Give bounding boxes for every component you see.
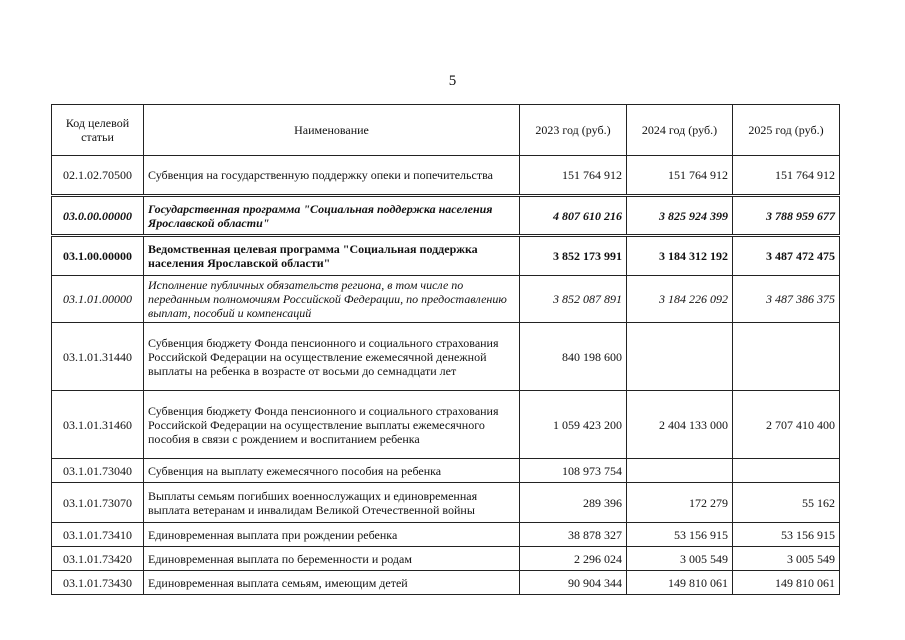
row-value-2023: 840 198 600 [520, 323, 627, 391]
table-body [52, 156, 840, 595]
row-value-2024: 3 184 312 192 [627, 236, 733, 276]
row-value-2023: 3 852 173 991 [520, 236, 627, 276]
row-value-2025: 151 764 912 [733, 156, 840, 196]
column-header-2023: 2023 год (руб.) [520, 105, 627, 156]
table-row [52, 236, 840, 276]
row-name-cell: Субвенция бюджету Фонда пенсионного и социального страхования Российской Федерации на осуществление ежемесячной денежной выплаты на ребенка в возрасте от восьми до семнадцати лет [144, 323, 520, 391]
column-header-code: Код целевой статьи [52, 105, 144, 156]
row-code-cell: 03.1.01.00000 [52, 276, 144, 323]
row-value-2024: 172 279 [627, 483, 733, 523]
column-header-2024: 2024 год (руб.) [627, 105, 733, 156]
row-value-2024: 149 810 061 [627, 571, 733, 595]
page-number: 5 [448, 73, 457, 89]
table-row [52, 523, 840, 547]
row-code-cell: 03.1.01.73410 [52, 523, 144, 547]
table-row [52, 196, 840, 236]
row-value-2025 [733, 323, 840, 391]
row-code-cell: 03.1.01.73070 [52, 483, 144, 523]
row-name-cell: Субвенция на выплату ежемесячного пособия на ребенка [144, 459, 520, 483]
table-row [52, 323, 840, 391]
table-row [52, 547, 840, 571]
row-value-2025: 2 707 410 400 [733, 391, 840, 459]
table-row [52, 483, 840, 523]
row-value-2024: 3 184 226 092 [627, 276, 733, 323]
row-value-2023: 289 396 [520, 483, 627, 523]
row-value-2025 [733, 459, 840, 483]
row-name-cell: Субвенция на государственную поддержку опеки и попечительства [144, 156, 520, 196]
row-code-cell: 03.1.01.73430 [52, 571, 144, 595]
row-name-cell: Субвенция бюджету Фонда пенсионного и социального страхования Российской Федерации на осуществление выплаты ежемесячного пособия в связи с рождением и воспитанием ребенка [144, 391, 520, 459]
row-code-cell: 03.1.01.31440 [52, 323, 144, 391]
row-name-cell: Исполнение публичных обязательств региона, в том числе по переданным полномочиям Российской Федерации, по предоставлению выплат, пособий и компенсаций [144, 276, 520, 323]
row-value-2024: 151 764 912 [627, 156, 733, 196]
row-name-cell: Единовременная выплата при рождении ребенка [144, 523, 520, 547]
column-header-name: Наименование [144, 105, 520, 156]
row-name-cell: Единовременная выплата семьям, имеющим детей [144, 571, 520, 595]
column-header-2025: 2025 год (руб.) [733, 105, 840, 156]
row-value-2023: 3 852 087 891 [520, 276, 627, 323]
row-value-2023: 2 296 024 [520, 547, 627, 571]
budget-table [51, 104, 840, 595]
row-value-2025: 3 487 386 375 [733, 276, 840, 323]
row-value-2025: 3 487 472 475 [733, 236, 840, 276]
row-value-2024: 53 156 915 [627, 523, 733, 547]
row-value-2025: 149 810 061 [733, 571, 840, 595]
row-name-cell: Выплаты семьям погибших военнослужащих и единовременная выплата ветеранам и инвалидам Великой Отечественной войны [144, 483, 520, 523]
table-row [52, 459, 840, 483]
table-header-row [52, 105, 840, 156]
row-value-2024: 3 825 924 399 [627, 196, 733, 236]
row-value-2023: 38 878 327 [520, 523, 627, 547]
row-value-2024 [627, 459, 733, 483]
row-value-2025: 55 162 [733, 483, 840, 523]
row-value-2023: 1 059 423 200 [520, 391, 627, 459]
row-name-cell: Единовременная выплата по беременности и родам [144, 547, 520, 571]
row-value-2025: 53 156 915 [733, 523, 840, 547]
row-name-cell: Государственная программа "Социальная поддержка населения Ярославской области" [144, 196, 520, 236]
row-value-2023: 4 807 610 216 [520, 196, 627, 236]
row-code-cell: 03.1.00.00000 [52, 236, 144, 276]
row-value-2023: 90 904 344 [520, 571, 627, 595]
row-value-2025: 3 005 549 [733, 547, 840, 571]
row-value-2024: 2 404 133 000 [627, 391, 733, 459]
row-code-cell: 03.1.01.73420 [52, 547, 144, 571]
row-value-2024: 3 005 549 [627, 547, 733, 571]
table-row [52, 276, 840, 323]
table-row [52, 156, 840, 196]
table-row [52, 391, 840, 459]
row-name-cell: Ведомственная целевая программа "Социальная поддержка населения Ярославской области" [144, 236, 520, 276]
row-code-cell: 03.0.00.00000 [52, 196, 144, 236]
row-value-2023: 108 973 754 [520, 459, 627, 483]
row-value-2024 [627, 323, 733, 391]
row-value-2025: 3 788 959 677 [733, 196, 840, 236]
row-value-2023: 151 764 912 [520, 156, 627, 196]
row-code-cell: 03.1.01.73040 [52, 459, 144, 483]
row-code-cell: 02.1.02.70500 [52, 156, 144, 196]
table-row [52, 571, 840, 595]
row-code-cell: 03.1.01.31460 [52, 391, 144, 459]
